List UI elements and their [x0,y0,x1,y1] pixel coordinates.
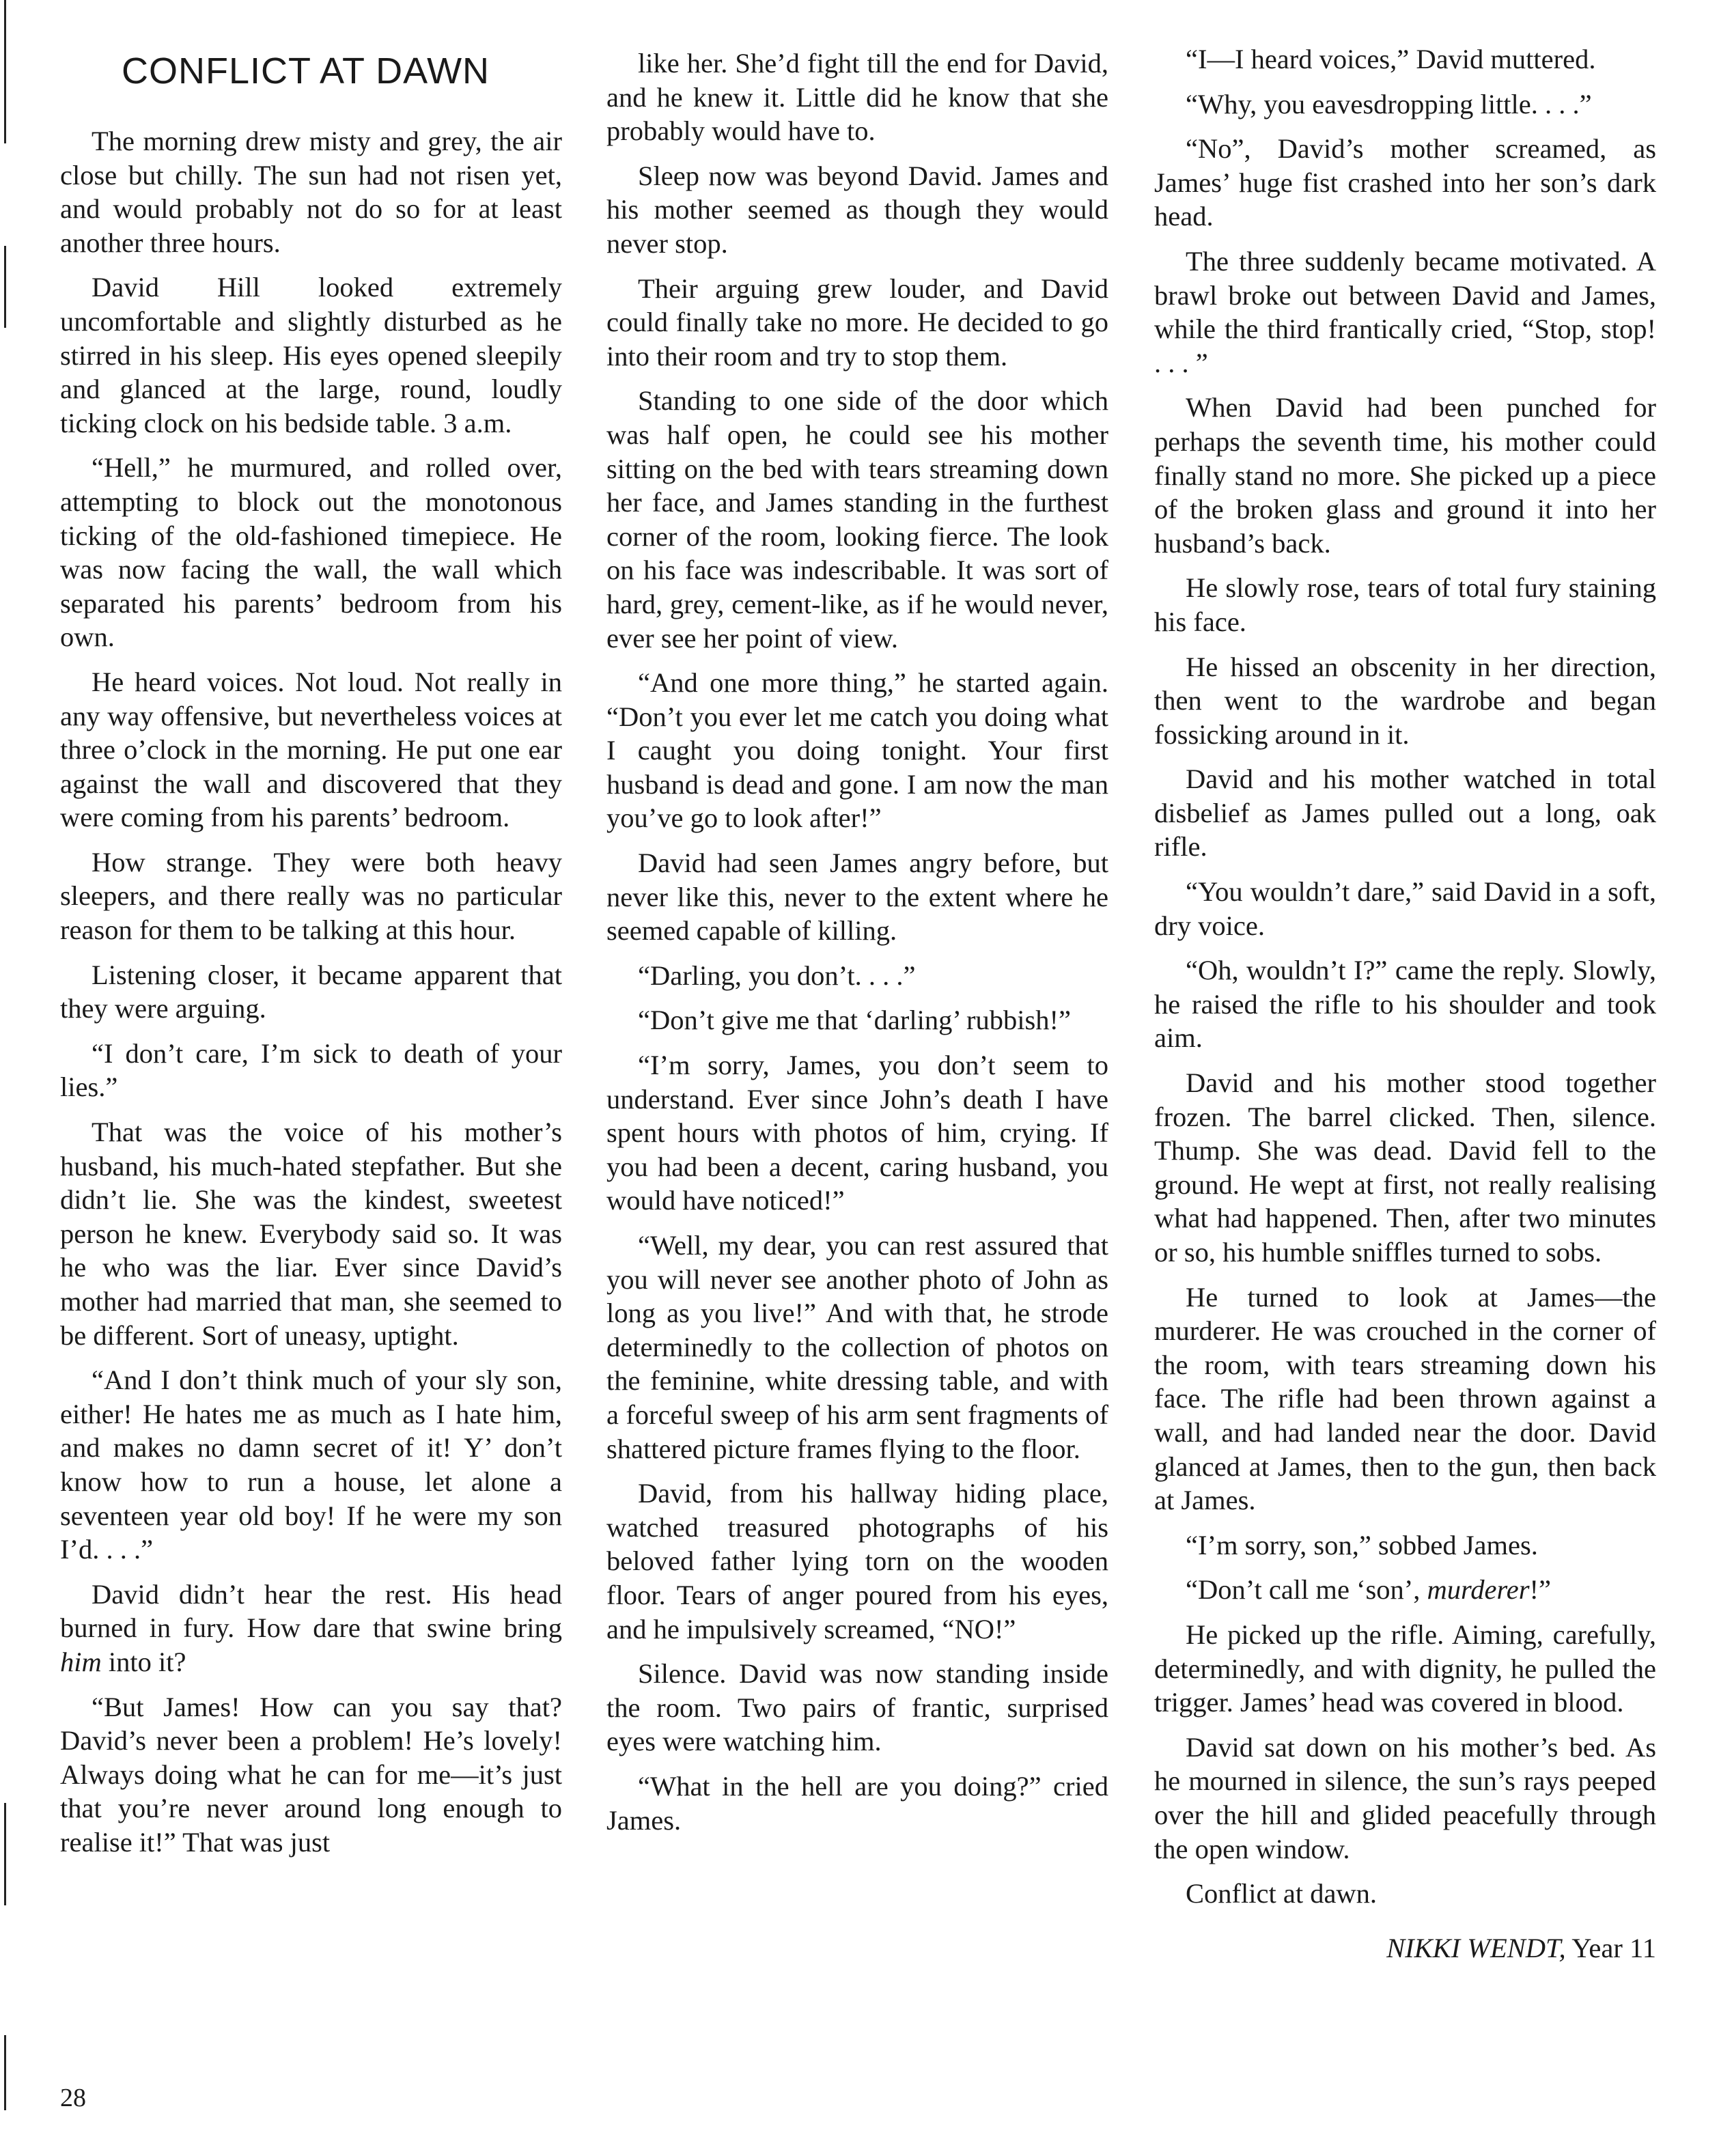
paragraph: David didn’t hear the rest. His head burned in fury. How dare that swine bring him into it? [60,1578,562,1677]
author-name: NIKKI WENDT, [1386,1932,1566,1963]
scan-edge-bottom [4,1803,6,1905]
column-3-paragraphs [1154,42,1656,1911]
paragraph: “You wouldn’t dare,” said David in a soft, dry voice. [1154,876,1656,941]
paragraph: “But James! How can you say that? David’s never been a problem! He’s lovely! Always doing what he can for me—it’s just that you’re never around long enough to realise it!” That was just [60,1691,562,1858]
paragraph: David and his mother stood together frozen. The barrel clicked. Then, silence. Thump. She was dead. David fell to the ground. He wept at first, not really realising what had happened. Then, after two minutes or so, his humble sniffles turned to sobs. [1154,1067,1656,1268]
paragraph: “And I don’t think much of your sly son, either! He hates me as much as I hate him, and makes no damn secret of it! Y’ don’t know how to run a house, let alone a seventeen year old boy! If he were my son I’d. . . .” [60,1364,562,1565]
paragraph: David sat down on his mother’s bed. As he mourned in silence, the sun’s rays peeped over the hill and glided peacefully through the open window. [1154,1731,1656,1864]
paragraph: “What in the hell are you doing?” cried James. [606,1770,1108,1836]
byline [1154,1931,1656,1965]
paragraph: He hissed an obscenity in her direction, then went to the wardrobe and began fossicking around in it. [1154,651,1656,750]
paragraph: “I’m sorry, James, you don’t seem to understand. Ever since John’s death I have spent hours with photos of him, crying. If you had been a decent, caring husband, you would have noticed!” [606,1050,1108,1216]
column-1-paragraphs [60,124,562,1860]
paragraph: like her. She’d fight till the end for David, and he knew it. Little did he know that she probably would have to. [606,48,1108,147]
paragraph: When David had been punched for perhaps the seventh time, his mother could finally stand no more. She picked up a piece of the broken glass and ground it into her husband’s back. [1154,392,1656,559]
scan-edge-middle [4,246,6,328]
paragraph: “Darling, you don’t. . . .” [638,960,916,991]
paragraph: “Well, my dear, you can rest assured that you will never see another photo of John as long as you live!” And with that, he strode determinedly to the collection of photos on the feminine, white dressing table, and with a forceful sweep of his arm sent fragments of shattered picture frames flying to the floor. [606,1230,1108,1464]
paragraph: David Hill looked extremely uncomfortable and slightly disturbed as he stirred in his sleep. His eyes opened sleepily and glanced at the large, round, loudly ticking clock on his bedside table. 3 a.m. [60,272,562,438]
paragraph: David had seen James angry before, but never like this, never to the extent where he seemed capable of killing. [606,848,1108,947]
paragraph: How strange. They were both heavy sleepers, and there really was no particular reason for them to be talking at this hour. [60,846,562,946]
paragraph: “Don’t give me that ‘darling’ rubbish!” [638,1005,1071,1036]
column-1 [60,46,562,1871]
paragraph: Listening closer, it became apparent that they were arguing. [60,959,562,1024]
column-2-paragraphs [606,46,1108,1837]
paragraph: “I’m sorry, son,” sobbed James. [1186,1529,1538,1560]
paragraph: “No”, David’s mother screamed, as James’ huge fist crashed into her son’s dark head. [1154,133,1656,232]
paragraph: “I don’t care, I’m sick to death of your lies.” [60,1037,562,1103]
story-title: CONFLICT AT DAWN [122,51,490,92]
column-2 [606,46,1108,1848]
scan-edge-top [4,0,6,143]
paragraph: Standing to one side of the door which was half open, he could see his mother sitting on the bed with tears streaming down her face, and James standing in the furthest corner of the room, looking fierce. The look on his face was indescribable. It was sort of hard, grey, cement-like, as if he would never, ever see her point of view. [606,385,1108,654]
paragraph: Conflict at dawn. [1186,1878,1378,1909]
paragraph: “Why, you eavesdropping little. . . .” [1186,88,1592,120]
paragraph: “And one more thing,” he started again. “Don’t you ever let me catch you doing what I caught you doing tonight. Your first husband is dead and gone. I am now the man you’ve go to look after!” [606,667,1108,834]
paragraph: He picked up the rifle. Aiming, carefully, determinedly, and with dignity, he pulled the trigger. James’ head was covered in blood. [1154,1619,1656,1718]
column-3 [1154,42,1656,1965]
author-year: Year 11 [1571,1932,1656,1963]
paragraph: Silence. David was now standing inside the room. Two pairs of frantic, surprised eyes were watching him. [606,1658,1108,1757]
paragraph: David, from his hallway hiding place, watched treasured photographs of his beloved father lying torn on the wooden floor. Tears of anger poured from his eyes, and he impulsively screamed, “NO!” [606,1478,1108,1644]
paragraph: The morning drew misty and grey, the air close but chilly. The sun had not risen yet, and would probably not do so for at least another three hours. [60,126,562,258]
paragraph: “Hell,” he murmured, and rolled over, attempting to block out the monotonous ticking of the old-fashioned timepiece. He was now facing the wall, the wall which separated his parents’ bedroom from his own. [60,452,562,653]
paragraph: Sleep now was beyond David. James and his mother seemed as though they would never stop. [606,160,1108,259]
paragraph: That was the voice of his mother’s husband, his much-hated stepfather. But she didn’t lie. She was the kindest, sweetest person he knew. Everybody said so. It was he who was the liar. Ever since David’s mother had married that man, she seemed to be different. Sort of uneasy, uptight. [60,1117,562,1351]
paragraph: He heard voices. Not loud. Not really in any way offensive, but nevertheless voices at three o’clock in the morning. He put one ear against the wall and discovered that they were coming from his parents’ bedroom. [60,666,562,833]
paragraph: “Oh, wouldn’t I?” came the reply. Slowly, he raised the rifle to his shoulder and took aim. [1154,955,1656,1054]
paragraph: “I—I heard voices,” David muttered. [1186,44,1596,74]
paragraph: The three suddenly became motivated. A brawl broke out between David and James, while the third frantically cried, “Stop, stop! . . . ” [1154,245,1656,378]
paragraph: He turned to look at James—the murderer. He was crouched in the corner of the room, with tears streaming down his face. The rifle had been thrown against a wall, and had landed near the door. David glanced at James, then to the gun, then back at James. [1154,1281,1656,1516]
page-number: 28 [60,2084,86,2112]
scan-edge-foot [4,2035,6,2110]
paragraph: David and his mother watched in total disbelief as James pulled out a long, oak rifle. [1154,764,1656,863]
paragraph: Their arguing grew louder, and David could finally take no more. He decided to go into their room and try to stop them. [606,272,1108,372]
paragraph: “Don’t call me ‘son’, murderer!” [1186,1574,1551,1606]
paragraph: He slowly rose, tears of total fury staining his face. [1154,572,1656,637]
